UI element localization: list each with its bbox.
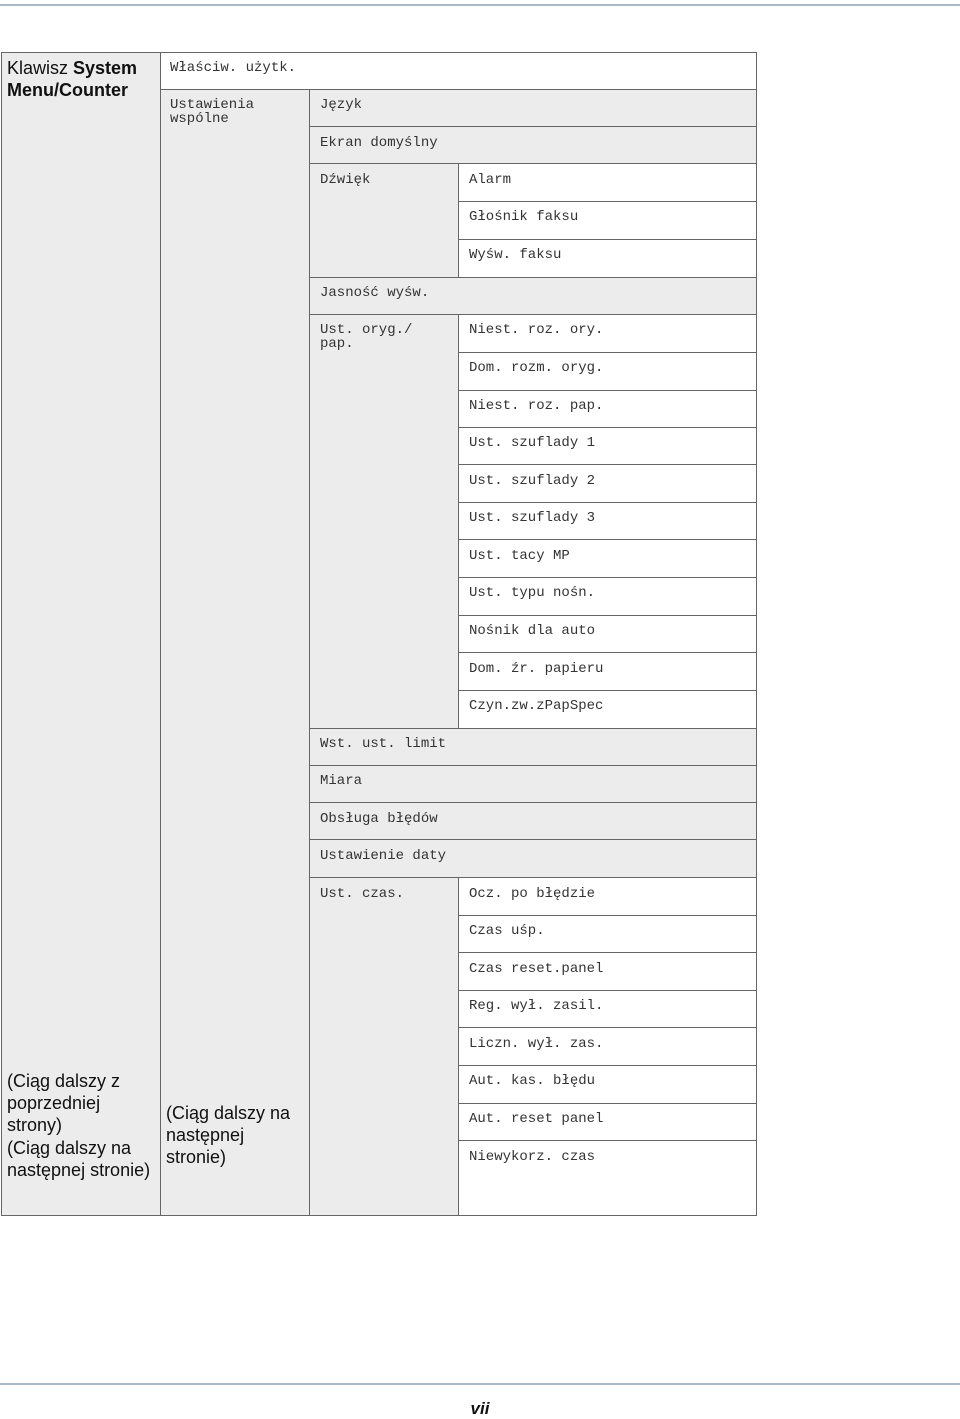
- auto-media-label: Nośnik dla auto: [469, 623, 596, 639]
- custom-original-size-label: Niest. roz. ory.: [469, 322, 604, 338]
- media-type-settings-label: Ust. typu nośn.: [469, 585, 596, 601]
- cassette-2-settings-label: Ust. szuflady 2: [469, 473, 596, 489]
- language-label: Język: [320, 97, 363, 113]
- cassette-1-settings-label: Ust. szuflady 1: [469, 435, 596, 451]
- continued-from-previous-page: (Ciąg dalszy z poprzedniej strony): [7, 1071, 126, 1135]
- timer-settings-label: Ust. czas.: [320, 886, 405, 902]
- top-rule: [0, 4, 960, 6]
- display-brightness-label: Jasność wyśw.: [320, 285, 430, 301]
- row-timer-settings: [309, 877, 459, 1216]
- page-number: vii: [470, 1399, 490, 1418]
- panel-reset-timer-label: Czas reset.panel: [469, 961, 604, 977]
- continued-on-next-page-col2: (Ciąg dalszy na następnej stronie): [166, 1103, 296, 1167]
- auto-error-clear-label: Aut. kas. błędu: [469, 1073, 596, 1089]
- date-setting-label: Ustawienie daty: [320, 848, 447, 864]
- auto-panel-reset-label: Aut. reset panel: [469, 1111, 604, 1127]
- bottom-rule: [0, 1383, 960, 1385]
- power-off-rule-label: Reg. wył. zasil.: [469, 998, 604, 1014]
- row-original-paper-settings: [309, 314, 459, 729]
- user-properties-label: Właściw. użytk.: [170, 60, 297, 76]
- custom-paper-size-label: Niest. roz. pap.: [469, 398, 604, 414]
- unusable-time-label: Niewykorz. czas: [469, 1149, 596, 1165]
- power-off-timer-label: Liczn. wył. zas.: [469, 1036, 604, 1052]
- mp-tray-settings-label: Ust. tacy MP: [469, 548, 570, 564]
- row-language: [309, 89, 757, 127]
- sound-label: Dźwięk: [320, 172, 371, 188]
- continued-on-next-page: (Ciąg dalszy na następnej stronie): [7, 1138, 151, 1180]
- error-handling-label: Obsługa błędów: [320, 811, 438, 827]
- sleep-timer-label: Czas uśp.: [469, 923, 545, 939]
- column-system-menu: [1, 52, 161, 1216]
- default-paper-source-label: Dom. źr. papieru: [469, 661, 604, 677]
- common-settings-label: Ustawienia wspólne: [170, 97, 263, 127]
- column-common-settings: [160, 89, 310, 1216]
- default-screen-label: Ekran domyślny: [320, 135, 438, 151]
- fax-display-label: Wyśw. faksu: [469, 247, 562, 263]
- system-menu-title: Klawisz System Menu/Counter: [7, 58, 138, 100]
- fax-speaker-label: Głośnik faksu: [469, 209, 579, 225]
- alarm-label: Alarm: [469, 172, 512, 188]
- special-paper-action-label: Czyn.zw.zPapSpec: [469, 698, 604, 714]
- original-paper-settings-label: Ust. oryg./ pap.: [320, 322, 421, 352]
- cassette-3-settings-label: Ust. szuflady 3: [469, 510, 596, 526]
- preset-limit-label: Wst. ust. limit: [320, 736, 447, 752]
- row-measurement: [309, 765, 757, 803]
- measurement-label: Miara: [320, 773, 363, 789]
- error-clear-timer-label: Ocz. po błędzie: [469, 886, 596, 902]
- default-original-size-label: Dom. rozm. oryg.: [469, 360, 604, 376]
